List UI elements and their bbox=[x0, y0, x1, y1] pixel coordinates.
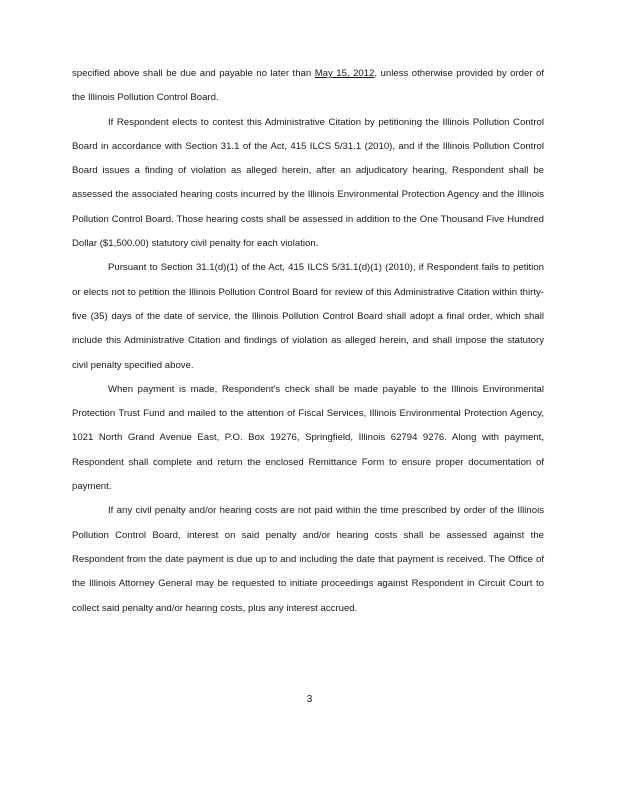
payment-deadline-trail-text: , unless otherwise provided by order of the Illinois Pollution Control Board. bbox=[72, 68, 544, 104]
paragraph-payment-deadline bbox=[72, 62, 544, 111]
paragraph-failure-to-petition: Pursuant to Section 31.1(d)(1) of the Act, 415 ILCS 5/31.1(d)(1) (2010), if Respondent fails to petition or elects not to petition the Illinois Pollution Control Board for review of this Administrative Citation within thirty-five (35) days of the date of service, the Illinois Pollution Control Board shall adopt a final order, which shall include this Administrative Citation and findings of violation as alleged herein, and shall impose the statutory civil penalty specified above. bbox=[72, 262, 544, 371]
payment-deadline-lead-text: specified above shall be due and payable no later than bbox=[72, 68, 315, 79]
paragraph-unpaid-penalty-interest: If any civil penalty and/or hearing costs are not paid within the time prescribed by order of the Illinois Pollution Control Board, interest on said penalty and/or hearing costs shall be assessed against the Respondent from the date payment is due up to and including the date that payment is received. The Office of the Illinois Attorney General may be requested to initiate proceedings against Respondent in Circuit Court to collect said penalty and/or hearing costs, plus any interest accrued. bbox=[72, 505, 544, 614]
paragraph-payment-instructions: When payment is made, Respondent's check shall be made payable to the Illinois Environmental Protection Trust Fund and mailed to the attention of Fiscal Services, Illinois Environmental Protection Agency, 1021 North Grand Avenue East, P.O. Box 19276, Springfield, Illinois 62794 9276. Along with payment, Respondent shall complete and return the enclosed Remittance Form to ensure proper documentation of payment. bbox=[72, 383, 544, 493]
payment-deadline-date: May 15, 2012 bbox=[314, 68, 375, 79]
paragraph-contest-citation: If Respondent elects to contest this Administrative Citation by petitioning the Illinois Pollution Control Board in accordance with Section 31.1 of the Act, 415 ILCS 5/31.1 (2010), and if the Illinois Pollution Control Board issues a finding of violation as alleged herein, after an adjudicatory hearing, Respondent shall be assessed the associated hearing costs incurred by the Illinois Environmental Protection Agency and the Illinois Pollution Control Board. Those hearing costs shall be assessed in addition to the One Thousand Five Hundred Dollar ($1,500.00) statutory civil penalty for each violation. bbox=[72, 116, 544, 250]
page-number: 3 bbox=[306, 694, 313, 705]
document-body bbox=[72, 62, 544, 621]
